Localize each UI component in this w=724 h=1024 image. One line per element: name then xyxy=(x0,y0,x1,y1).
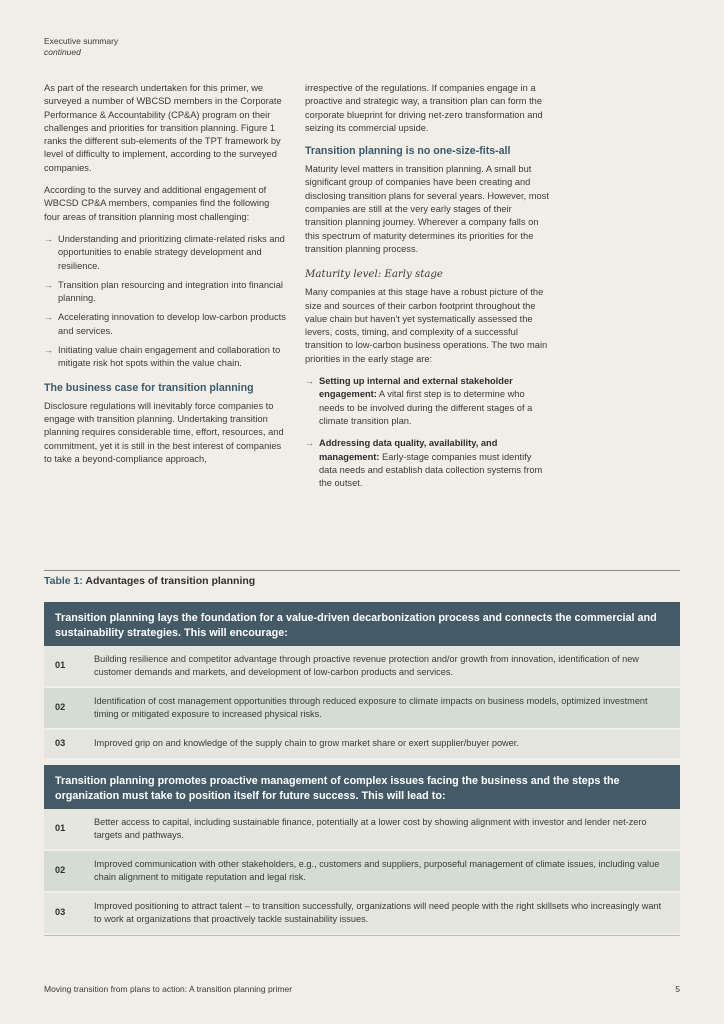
row-text: Identification of cost management opportunities through reduced exposure to climate impacts on business models, optimized investment timing or mitigated exposure to increased physical risks. xyxy=(94,695,648,719)
row-number: 03 xyxy=(55,738,66,749)
list-item xyxy=(44,344,286,371)
row-number: 01 xyxy=(55,660,66,671)
footer-title: Moving transition from plans to action: A transition planning primer xyxy=(44,984,293,994)
left-column xyxy=(44,82,286,475)
advantages-table-section-2 xyxy=(44,765,680,936)
challenge-list xyxy=(44,233,286,371)
sub-heading: Maturity level: Early stage xyxy=(305,269,443,281)
row-text: Building resilience and competitor advantage through proactive revenue protection and/or growth from innovation, identification of new customer demands and markets, and development of low-carbon products and services. xyxy=(94,653,639,677)
page-footer xyxy=(44,984,680,995)
right-column xyxy=(305,82,551,500)
list-item xyxy=(44,279,286,306)
arrow-right-icon: → xyxy=(305,376,314,387)
row-text: Better access to capital, including sustainable finance, potentially at a lower cost by showing alignment with investor and lender net-zero targets and pathways. xyxy=(94,816,647,840)
list-item-bold: Setting up internal and external stakeholder engagement: xyxy=(319,376,513,400)
table-row xyxy=(44,851,680,893)
list-item-text: Transition plan resourcing and integration into financial planning. xyxy=(58,279,283,304)
list-item-text: Accelerating innovation to develop low-carbon products and services. xyxy=(58,312,286,336)
arrow-right-icon: → xyxy=(44,279,53,290)
list-item xyxy=(305,437,551,490)
list-item-text: A vital first step is to determine who needs to be involved during the different stages of a climate transition plan. xyxy=(319,389,533,426)
row-text: Improved grip on and knowledge of the supply chain to grow market share or exert supplier/buyer power. xyxy=(94,738,519,749)
list-item-text: Initiating value chain engagement and collaboration to mitigate risk hot spots within the value chain. xyxy=(58,345,281,369)
table-row xyxy=(44,646,680,688)
header-subtitle: continued xyxy=(44,47,81,57)
list-item xyxy=(305,375,551,428)
paragraph: Maturity level matters in transition planning. A small but significant group of companies have been creating and disclosing transition plans for several years. However, most companies are still at the very early stages of their transition planning journey. Wherever a company falls on this spectrum of maturity determines its priorities for the transition planning process. xyxy=(305,164,549,254)
page-number: 5 xyxy=(675,984,680,994)
table-title xyxy=(44,574,255,588)
paragraph: As part of the research undertaken for this primer, we surveyed a number of WBCSD members in the Corporate Performance & Accountability (CP&A) program on their challenges and priorities for transition planning. Figure 1 ranks the different sub-elements of the TPT framework by level of difficulty to implement, according to the surveyed companies. xyxy=(44,83,282,173)
arrow-right-icon: → xyxy=(305,438,314,449)
table-row xyxy=(44,809,680,851)
page-header xyxy=(44,36,118,58)
table-divider xyxy=(44,570,680,571)
list-item-bold: Addressing data quality, availability, and management: xyxy=(319,438,498,462)
row-number: 03 xyxy=(55,907,66,918)
table-section-header: Transition planning promotes proactive management of complex issues facing the business and the steps the organization must take to position itself for future success. This will lead to: xyxy=(44,765,680,809)
row-number: 02 xyxy=(55,702,66,713)
table-row xyxy=(44,688,680,730)
list-item-text: Understanding and prioritizing climate-related risks and opportunities to enable strategy development and resilience. xyxy=(58,233,285,271)
table-row xyxy=(44,730,680,760)
header-title: Executive summary xyxy=(44,36,119,46)
list-item xyxy=(44,311,286,338)
table-title-text: Advantages of transition planning xyxy=(82,575,256,587)
section-heading: The business case for transition planning xyxy=(44,381,254,394)
arrow-right-icon: → xyxy=(44,345,53,356)
table-row xyxy=(44,893,680,935)
list-item xyxy=(44,233,286,273)
paragraph: According to the survey and additional engagement of WBCSD CP&A members, companies find the following four areas of transition planning most challenging: xyxy=(44,185,270,222)
priority-list xyxy=(305,375,551,490)
row-text: Improved communication with other stakeholders, e.g., customers and suppliers, purposeful management of climate issues, including value chain alignment to mitigate reputation and legal risk. xyxy=(94,858,660,882)
advantages-table-section-1 xyxy=(44,602,680,760)
table-bottom-rule xyxy=(44,935,680,936)
section-heading: Transition planning is no one-size-fits-all xyxy=(305,145,511,158)
table-section-header: Transition planning lays the foundation for a value-driven decarbonization process and connects the commercial and sustainability strategies. This will encourage: xyxy=(44,602,680,646)
paragraph: Many companies at this stage have a robust picture of the size and sources of their carbon footprint throughout the value chain but haven't yet systematically assessed the levers, costs, timing, and complexity of a successful transition to low-carbon business operations. The two main priorities in the early stage are: xyxy=(305,287,548,364)
row-text: Improved positioning to attract talent – to transition successfully, organizations will need people with the right skillsets who increasingly want to work at organizations that proactively tackle sustainability issues. xyxy=(94,900,662,924)
paragraph: irrespective of the regulations. If companies engage in a proactive and strategic way, a transition plan can form the corporate blueprint for driving net-zero transformation and seizing its commercial upside. xyxy=(305,83,543,133)
row-number: 01 xyxy=(55,823,66,834)
paragraph: Disclosure regulations will inevitably force companies to engage with transition planning. Undertaking transition planning requires considerable time, effort, resources, and commitment, yet it is still in the best interest of companies to take a beyond-compliance approach, xyxy=(44,400,284,464)
table-label: Table 1: xyxy=(44,575,83,587)
row-number: 02 xyxy=(55,865,66,876)
list-item-text: Early-stage companies must identify data needs and establish data collection systems from the outset. xyxy=(319,451,543,489)
arrow-right-icon: → xyxy=(44,233,53,244)
arrow-right-icon: → xyxy=(44,312,53,323)
